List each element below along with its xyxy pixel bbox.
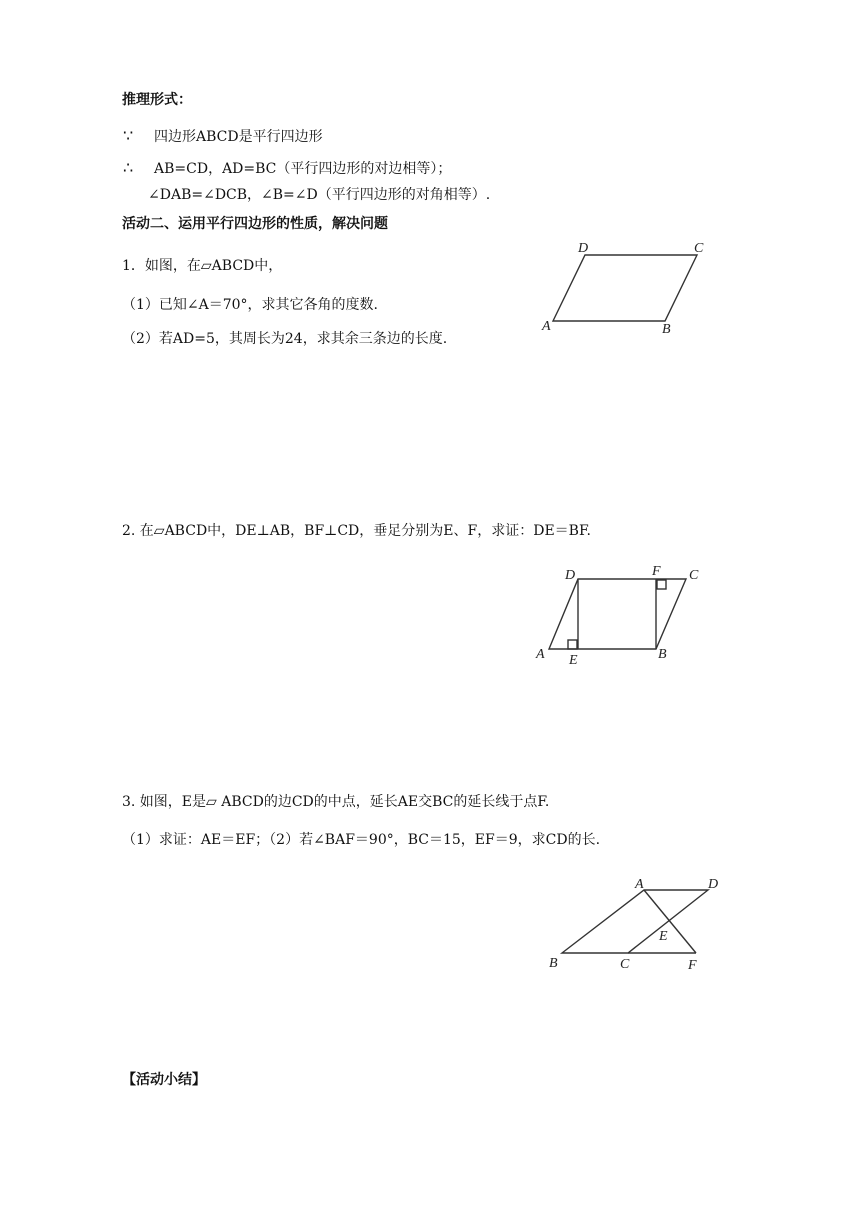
therefore-line-1: AB=CD，AD=BC（平行四边形的对边相等）； [154,161,452,177]
vertex-label-a: A [536,647,545,662]
problem3-question: （1）求证：AE＝EF；（2）若∠BAF＝90°，BC＝15，EF＝9，求CD的长. [122,832,601,848]
vertex-label-c: C [689,568,699,583]
vertex-label-d: D [565,568,576,583]
vertex-label-d: D [708,877,719,892]
activity2-heading: 活动二、运用平行四边形的性质，解决问题 [122,216,388,232]
vertex-label-f: F [652,564,661,579]
summary-heading: 【活动小结】 [122,1072,206,1088]
vertex-label-c: C [620,957,630,972]
problem1-question-2: （2）若AD=5，其周长为24，求其余三条边的长度. [122,331,448,347]
because-statement: 四边形ABCD是平行四边形 [154,129,323,145]
problem3-stem: 3. 如图，E是▱ ABCD的边CD的中点，延长AE交BC的延长线于点F. [122,794,550,810]
vertex-label-a: A [542,319,551,334]
problem2-stem: 2. 在▱ABCD中，DE⊥AB，BF⊥CD，垂足分别为E、F，求证：DE＝BF. [122,523,591,539]
parallelogram-abcd-3 [562,890,708,953]
because-symbol: ∵ [123,126,134,145]
vertex-label-b: B [658,647,667,662]
vertex-label-e: E [659,929,668,944]
vertex-label-b: B [549,956,558,971]
vertex-label-c: C [694,241,704,256]
reasoning-heading: 推理形式： [122,92,192,108]
vertex-label-d: D [578,241,589,256]
therefore-line-2: ∠DAB=∠DCB，∠B=∠D（平行四边形的对角相等）. [148,187,491,203]
problem1-stem: 1．如图，在▱ABCD中， [122,258,283,274]
vertex-label-a: A [635,877,644,892]
vertex-label-b: B [662,322,671,337]
vertex-label-e: E [569,653,578,668]
segment-af [644,890,696,953]
therefore-symbol: ∴ [123,158,134,177]
vertex-label-f: F [688,958,697,973]
problem1-question-1: （1）已知∠A＝70°，求其它各角的度数. [122,297,379,313]
